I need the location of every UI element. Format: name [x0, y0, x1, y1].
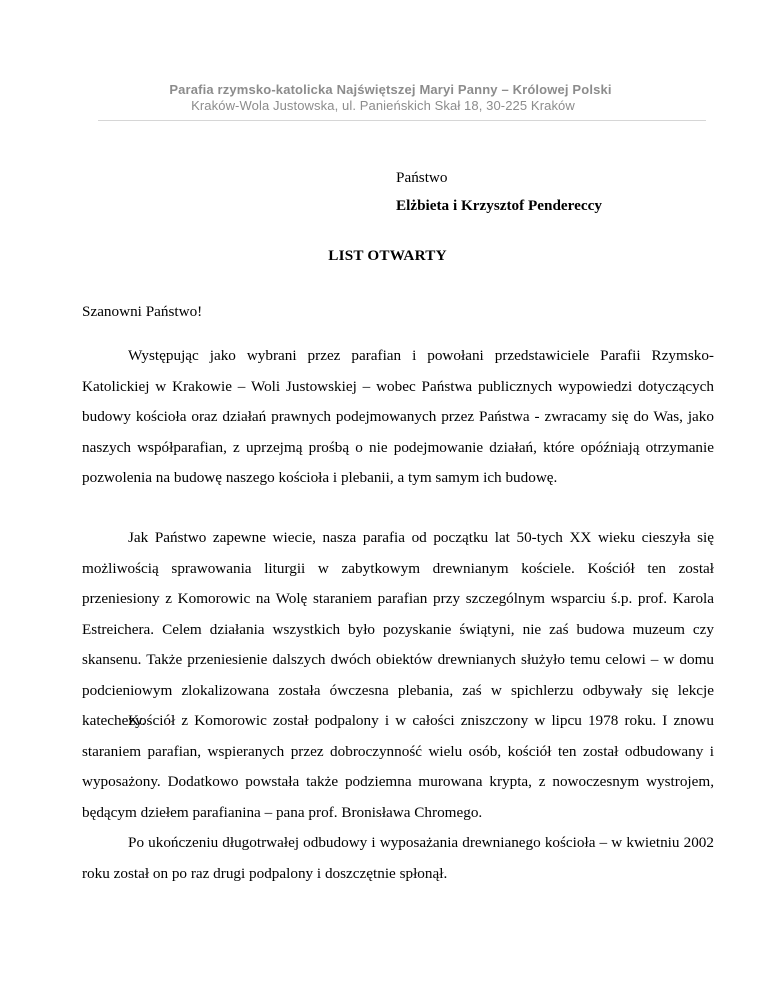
paragraph-1: Występując jako wybrani przez parafian i powołani przedstawiciele Parafii Rzymsko-Katolickiej w Krakowie – Woli Justowskiej – wobec Państwa publicznych wypowiedzi dotyczących budowy kościoła oraz działań prawnych podejmowanych przez Państwa - zwracamy się do Was, jako naszych współparafian, z uprzejmą prośbą o nie podejmowanie działań, które opóźniają otrzymanie pozwolenia na budowę naszego kościoła i plebanii, a tym samym ich budowę.	[82, 347, 714, 486]
paragraph-2: Jak Państwo zapewne wiecie, nasza parafia od początku lat 50-tych XX wieku cieszyła się możliwością sprawowania liturgii w zabytkowym drewnianym kościele. Kościół ten został przeniesiony z Komorowic na Wolę staraniem parafian przy szczególnym wsparciu ś.p. prof. Karola Estreichera. Celem działania wszystkich było pozyskanie świątyni, nie zaś budowa muzeum czy skansenu. Także przeniesienie dalszych dwóch obiektów drewnianych służyło temu celowi – w domu podcieniowym zlokalizowana została ówczesna plebania, zaś w spichlerzu odbywały się lekcje katechezy.	[82, 529, 714, 729]
salutation: Szanowni Państwo!	[82, 303, 203, 320]
recipient-line-1: Państwo	[396, 169, 448, 186]
paragraph-3: Kościół z Komorowic został podpalony i w całości zniszczony w lipcu 1978 roku. I znowu staraniem parafian, wspieranych przez dobroczynność wielu osób, kościół ten został odbudowany i wyposażony. Dodatkowo powstała także podziemna murowana krypta, z nowoczesnym wystrojem, będącym dziełem parafianina – pana prof. Bronisława Chromego.	[82, 712, 714, 821]
paragraph-4: Po ukończeniu długotrwałej odbudowy i wyposażania drewnianego kościoła – w kwietniu 2002 roku został on po raz drugi podpalony i doszczętnie spłonął.	[82, 834, 714, 882]
letterhead-divider	[98, 120, 706, 121]
letterhead	[0, 82, 768, 114]
recipient-line-2: Elżbieta i Krzysztof Pendereccy	[396, 197, 602, 214]
parish-name: Parafia rzymsko-katolicka Najświętszej Maryi Panny – Królowej Polski	[169, 82, 612, 97]
parish-address: Kraków-Wola Justowska, ul. Panieńskich Skał 18, 30-225 Kraków	[191, 98, 575, 113]
letter-title: LIST OTWARTY	[328, 247, 447, 264]
